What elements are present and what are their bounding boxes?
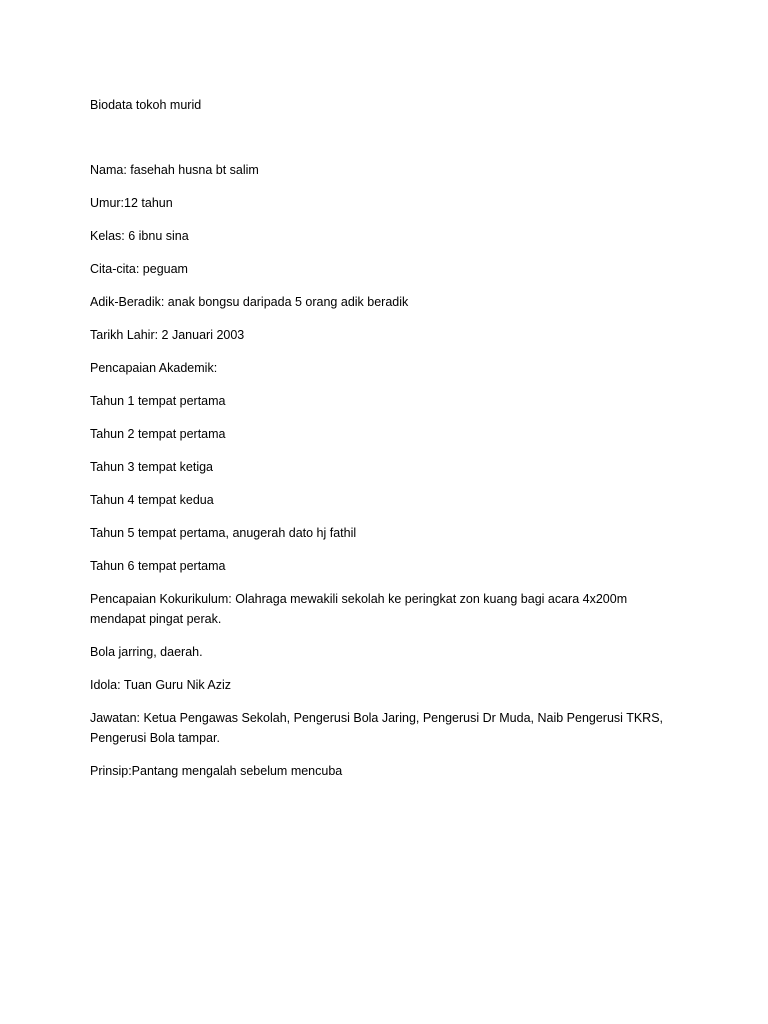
akademik-tahun-6: Tahun 6 tempat pertama <box>90 559 226 573</box>
akademik-tahun-4: Tahun 4 tempat kedua <box>90 493 214 507</box>
field-pencapaian-akademik: Pencapaian Akademik: <box>90 361 218 375</box>
field-tarikh-lahir: Tarikh Lahir: 2 Januari 2003 <box>90 328 245 342</box>
akademik-tahun-3: Tahun 3 tempat ketiga <box>90 460 213 474</box>
field-cita-cita: Cita-cita: peguam <box>90 262 188 276</box>
document-title: Biodata tokoh murid <box>90 98 202 112</box>
jawatan-line-1: Jawatan: Ketua Pengawas Sekolah, Pengerusi Bola Jaring, Pengerusi Dr Muda, Naib Pengerusi TKRS, <box>90 711 664 725</box>
field-kelas: Kelas: 6 ibnu sina <box>90 229 189 243</box>
document-body <box>90 95 670 794</box>
akademik-tahun-1: Tahun 1 tempat pertama <box>90 394 226 408</box>
field-jawatan <box>90 708 670 748</box>
akademik-tahun-2: Tahun 2 tempat pertama <box>90 427 226 441</box>
field-pencapaian-kokurikulum <box>90 589 670 629</box>
field-bola-jaring: Bola jarring, daerah. <box>90 645 203 659</box>
field-prinsip: Prinsip:Pantang mengalah sebelum mencuba <box>90 764 343 778</box>
akademik-tahun-5: Tahun 5 tempat pertama, anugerah dato hj fathil <box>90 526 357 540</box>
field-adik-beradik: Adik-Beradik: anak bongsu daripada 5 orang adik beradik <box>90 295 409 309</box>
field-idola: Idola: Tuan Guru Nik Aziz <box>90 678 232 692</box>
jawatan-line-2: Pengerusi Bola tampar. <box>90 731 220 745</box>
kokurikulum-line-1: Pencapaian Kokurikulum: Olahraga mewakili sekolah ke peringkat zon kuang bagi acara 4x200m <box>90 592 628 606</box>
field-nama: Nama: fasehah husna bt salim <box>90 163 259 177</box>
field-umur: Umur:12 tahun <box>90 196 173 210</box>
kokurikulum-line-2: mendapat pingat perak. <box>90 612 222 626</box>
